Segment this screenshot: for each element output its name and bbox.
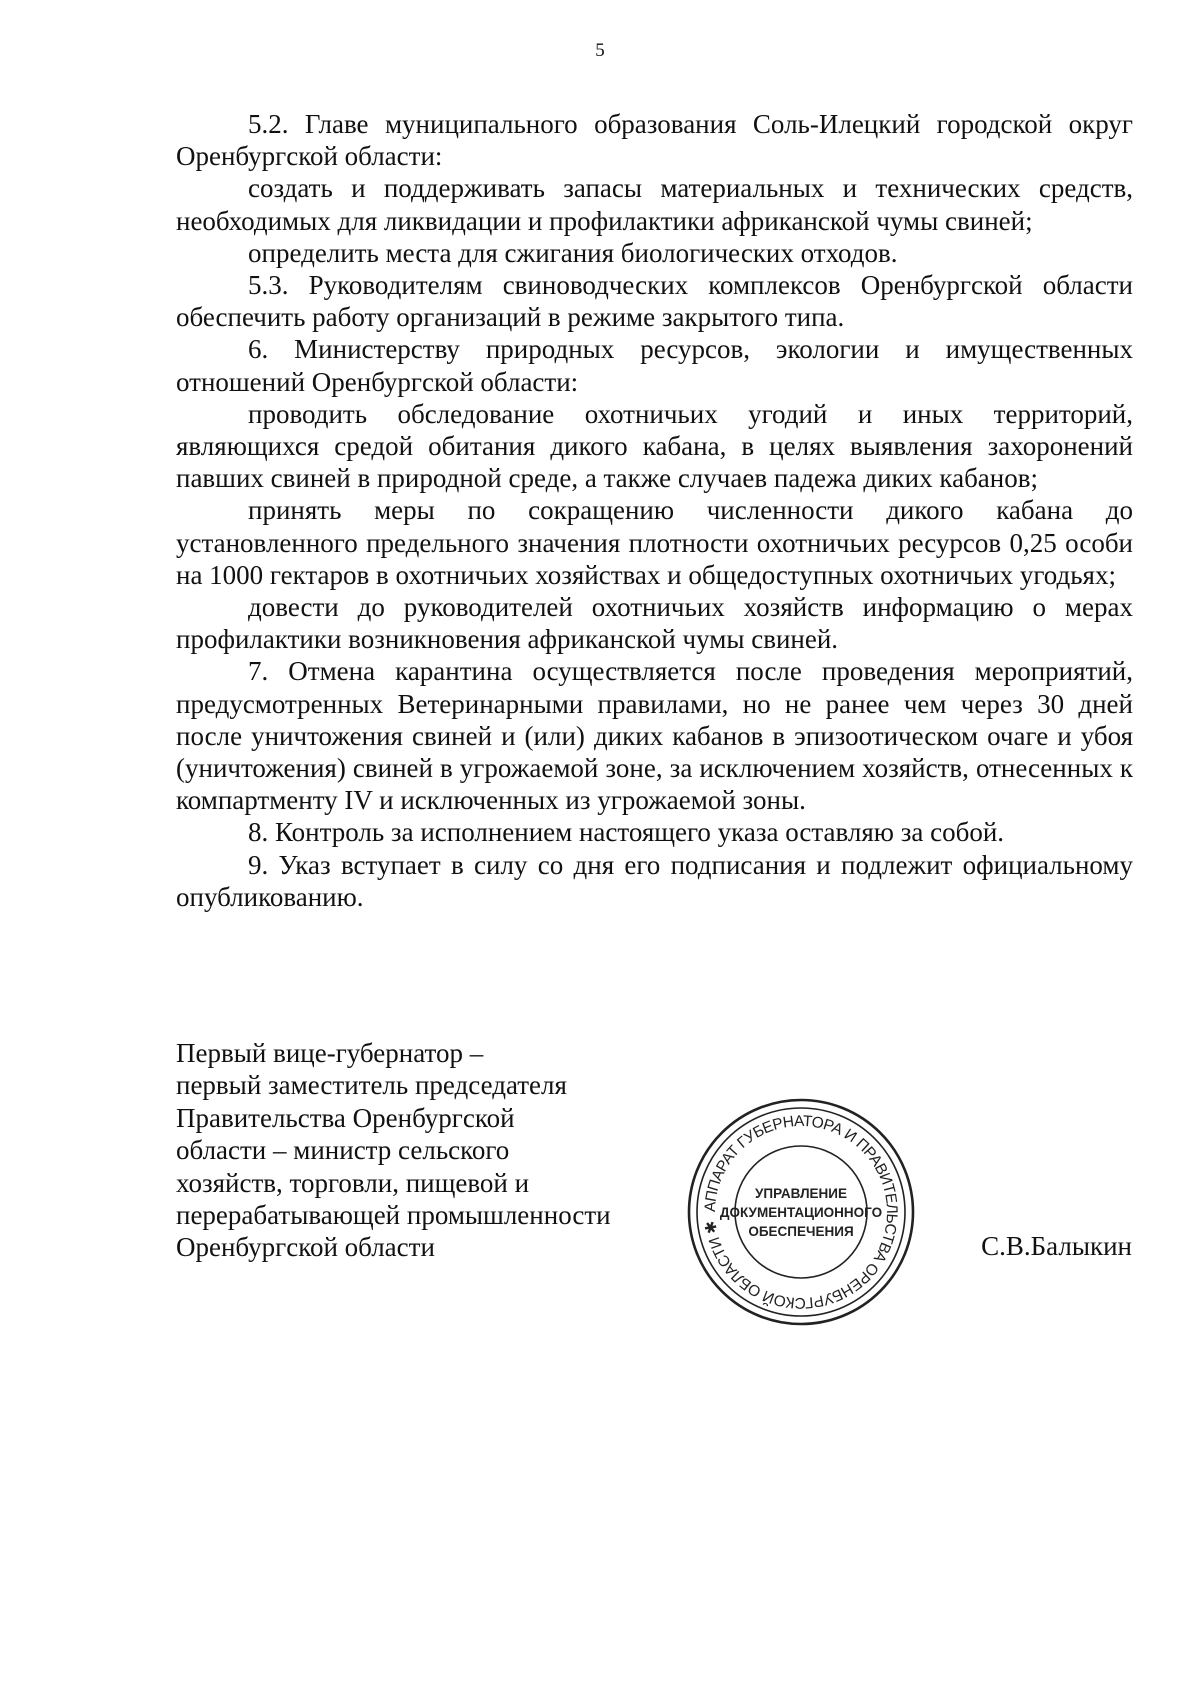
paragraph-6-item-2: принять меры по сокращению численности дикого кабана до установленного предельного значения плотности охотничьих ресурсов 0,25 особи на 1000 гектаров в охотничьих хозяйствах и общедоступных охотничьих угодьях;	[176, 495, 1133, 590]
signatory-position-line: области – министр сельского	[176, 1135, 510, 1166]
signatory-position	[176, 1037, 656, 1264]
signatory-position-line: Первый вице-губернатор –	[176, 1038, 484, 1068]
stamp-center-line: УПРАВЛЕНИЕ	[754, 1186, 848, 1201]
signatory-position-line: Правительства Оренбургской	[176, 1102, 515, 1133]
paragraph-7: 7. Отмена карантина осуществляется после проведения мероприятий, предусмотренных Ветеринарными правилами, но не ранее чем через 30 дней после уничтожения свиней и (или) диких кабанов в эпизоотическом очаге и убоя (уничтожения) свиней в угрожаемой зоне, за исключением хозяйств, отнесенных к компартменту IV и исключенных из угрожаемой зоны.	[176, 656, 1133, 816]
paragraph-6-item-1: проводить обследование охотничьих угодий и иных территорий, являющихся средой обитания дикого кабана, в целях выявления захоронений павших свиней в природной среде, а также случаев падежа диких кабанов;	[176, 398, 1133, 494]
paragraph-6-item-3: довести до руководителей охотничьих хозяйств информацию о мерах профилактики возникновения африканской чумы свиней.	[176, 592, 1133, 655]
page-number: 5	[595, 40, 605, 61]
paragraph-5-2: 5.2. Главе муниципального образования Соль-Илецкий городской округ Оренбургской области:	[176, 109, 1133, 172]
paragraph-5-3: 5.3. Руководителям свиноводческих комплексов Оренбургской области обеспечить работу организаций в режиме закрытого типа.	[176, 270, 1133, 333]
signatory-position-line: первый заместитель председателя	[176, 1070, 567, 1101]
signatory-position-line: перерабатывающей промышленности	[176, 1200, 611, 1231]
official-stamp-graphic	[683, 1094, 919, 1330]
paragraph-8: 8. Контроль за исполнением настоящего указа оставляю за собой.	[248, 817, 1005, 848]
official-stamp	[683, 1094, 919, 1330]
signer-name: С.В.Балыкин	[981, 1231, 1132, 1261]
signatory-position-line: хозяйств, торговли, пищевой и	[176, 1167, 530, 1198]
paragraph-5-2-item-1: создать и поддерживать запасы материальных и технических средств, необходимых для ликвидации и профилактики африканской чумы свиней;	[176, 173, 1133, 236]
stamp-center-line: ДОКУМЕНТАЦИОННОГО	[719, 1205, 883, 1220]
stamp-center-line: ОБЕСПЕЧЕНИЯ	[748, 1224, 854, 1239]
paragraph-9: 9. Указ вступает в силу со дня его подписания и подлежит официальному опубликованию.	[176, 849, 1133, 912]
decree-body	[176, 108, 1133, 913]
signatory-position-line: Оренбургской области	[176, 1232, 435, 1263]
paragraph-5-2-item-2: определить места для сжигания биологических отходов.	[248, 237, 898, 268]
stamp-ring-text-path: АППАРАТ ГУБЕРНАТОРА И ПРАВИТЕЛЬСТВА ОРЕНБУРГСКОЙ ОБЛАСТИ ✱	[701, 1112, 901, 1312]
paragraph-6: 6. Министерству природных ресурсов, экологии и имущественных отношений Оренбургской области:	[176, 334, 1133, 397]
